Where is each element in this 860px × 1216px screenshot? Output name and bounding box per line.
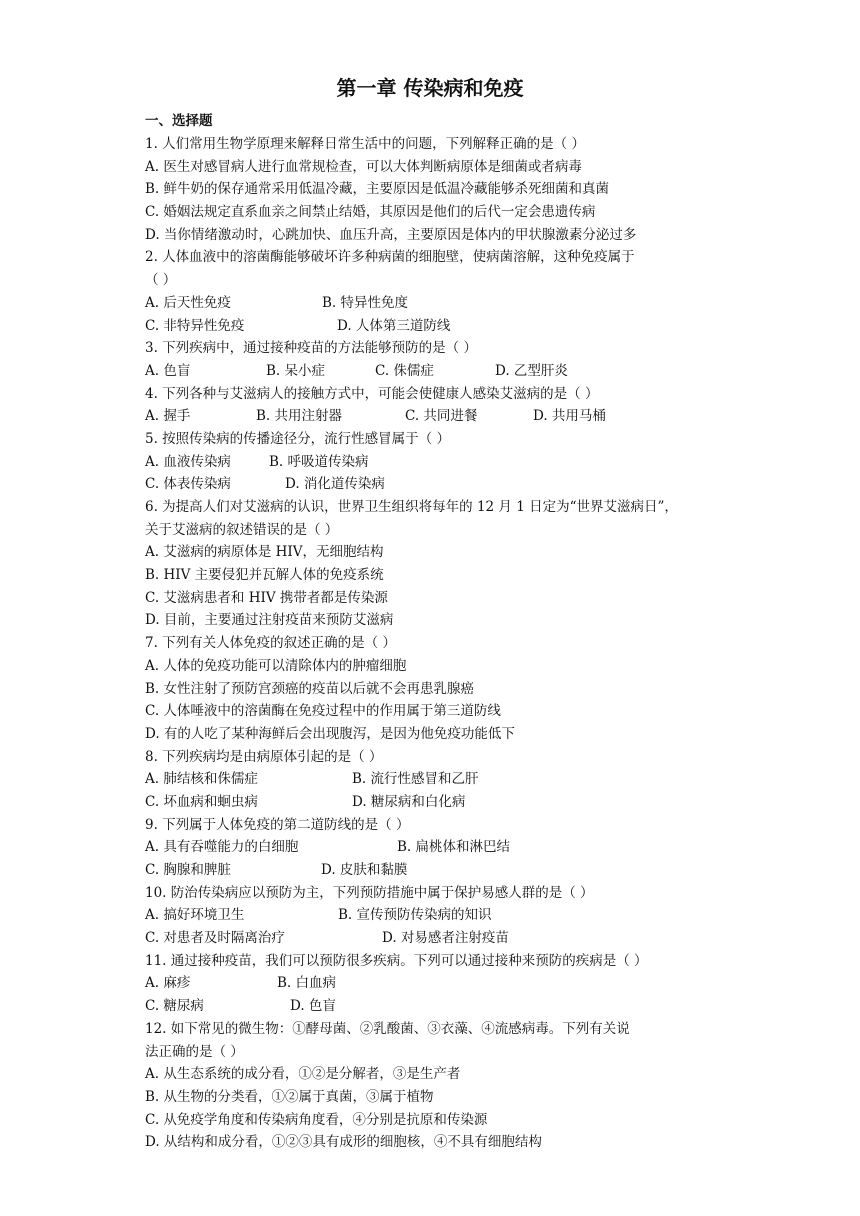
question-stem-continued: 关于艾滋病的叙述错误的是（ ） (145, 521, 339, 538)
question-stem: 10. 防治传染病应以预防为主，下列预防措施中属于保护易感人群的是（ ） (145, 884, 594, 901)
option-c: C. 非特异性免疫 (145, 317, 245, 334)
option-row (145, 927, 720, 950)
option-d: D. 皮肤和黏膜 (321, 862, 408, 878)
question-stem-continued: 法正确的是（ ） (145, 1043, 244, 1060)
option-row (145, 473, 720, 496)
option-b: B. 宣传预防传染病的知识 (338, 907, 492, 924)
option-c: C. 糖尿病 (145, 998, 204, 1015)
section-heading: 一、选择题 (145, 113, 213, 129)
page-title: 第一章 传染病和免疫 (336, 76, 524, 100)
option-d: D. 糖尿病和白化病 (352, 793, 466, 810)
option-a: A. 搞好环境卫生 (145, 907, 245, 924)
option-row (145, 315, 720, 338)
option-row (145, 360, 720, 383)
option-c: C. 艾滋病患者和 HIV 携带者都是传染源 (145, 589, 388, 606)
option-a: A. 人体的免疫功能可以清除体内的肿瘤细胞 (145, 657, 407, 674)
question-stem: 9. 下列属于人体免疫的第二道防线的是（ ） (145, 816, 410, 833)
option-a: A. 握手 (145, 408, 191, 425)
question-stem: 2. 人体血液中的溶菌酶能够破坏许多种病菌的细胞壁，使病菌溶解，这种免疫属于 (145, 249, 635, 266)
option-row (145, 791, 720, 814)
option-b: B. 共用注射器 (256, 408, 343, 425)
option-d: D. 有的人吃了某种海鲜后会出现腹泻，是因为他免疫功能低下 (145, 725, 515, 742)
option-row (145, 904, 720, 927)
option-b: B. 呆小症 (266, 362, 326, 379)
option-d: D. 共用马桶 (533, 408, 606, 425)
option-row (145, 995, 720, 1018)
option-a: A. 色盲 (145, 362, 191, 379)
option-b: B. 流行性感冒和乙肝 (352, 771, 479, 788)
question-stem: 5. 按照传染病的传播途径分，流行性感冒属于（ ） (145, 430, 450, 447)
option-a: A. 肺结核和侏儒症 (145, 771, 258, 788)
question-stem: 6. 为提高人们对艾滋病的认识，世界卫生组织将每年的 12 月 1 日定为“世界艾滋病日”， (145, 499, 678, 515)
option-row (145, 972, 720, 995)
option-a: A. 医生对感冒病人进行血常规检查，可以大体判断病原体是细菌或者病毒 (145, 158, 582, 175)
option-c: C. 从免疫学角度和传染病角度看，④分别是抗原和传染源 (145, 1111, 488, 1128)
option-d: D. 消化道传染病 (285, 476, 385, 493)
option-b: B. 女性注射了预防宫颈癌的疫苗以后就不会再患乳腺癌 (145, 680, 475, 697)
question-stem-continued: （ ） (145, 272, 177, 289)
option-c: C. 人体唾液中的溶菌酶在免疫过程中的作用属于第三道防线 (145, 703, 501, 720)
option-a: A. 麻疹 (145, 975, 191, 992)
option-c: C. 侏儒症 (375, 362, 434, 379)
option-a: A. 血液传染病 (145, 453, 231, 470)
option-b: B. 呼吸道传染病 (269, 453, 369, 470)
option-c: C. 对患者及时隔离治疗 (145, 930, 285, 947)
question-stem: 3. 下列疾病中，通过接种疫苗的方法能够预防的是（ ） (145, 340, 477, 357)
option-d: D. 从结构和成分看，①②③具有成形的细胞核，④不具有细胞结构 (145, 1134, 542, 1151)
option-row (145, 836, 720, 859)
question-stem: 7. 下列有关人体免疫的叙述正确的是（ ） (145, 635, 396, 652)
option-d: D. 人体第三道防线 (337, 317, 451, 334)
option-d: D. 色盲 (290, 998, 336, 1015)
option-c: C. 体表传染病 (145, 476, 231, 493)
question-stem: 8. 下列疾病均是由病原体引起的是（ ） (145, 748, 383, 765)
option-c: C. 共同进餐 (405, 408, 478, 425)
option-c: C. 胸腺和脾脏 (145, 862, 231, 878)
option-b: B. 扁桃体和淋巴结 (397, 839, 511, 856)
option-a: A. 具有吞噬能力的白细胞 (145, 839, 299, 856)
option-a: A. 后天性免疫 (145, 294, 231, 311)
option-row (145, 768, 720, 791)
option-b: B. 白血病 (277, 975, 337, 992)
question-stem: 1. 人们常用生物学原理来解释日常生活中的问题，下列解释正确的是（ ） (145, 136, 585, 152)
question-stem: 4. 下列各种与艾滋病人的接触方式中，可能会使健康人感染艾滋病的是（ ） (145, 385, 599, 402)
question-list (145, 133, 720, 1154)
option-b: B. 特异性免度 (322, 294, 409, 311)
option-d: D. 当你情绪激动时，心跳加快、血压升高，主要原因是体内的甲状腺激素分泌过多 (145, 226, 637, 243)
option-b: B. 从生物的分类看，①②属于真菌，③属于植物 (145, 1088, 434, 1105)
option-d: D. 目前，主要通过注射疫苗来预防艾滋病 (145, 612, 394, 629)
option-row (145, 859, 720, 882)
option-b: B. 鲜牛奶的保存通常采用低温冷藏，主要原因是低温冷藏能够杀死细菌和真菌 (145, 181, 610, 198)
option-a: A. 艾滋病的病原体是 HIV，无细胞结构 (145, 544, 384, 561)
option-row (145, 292, 720, 315)
option-row (145, 405, 720, 428)
question-stem: 11. 通过接种疫苗，我们可以预防很多疾病。下列可以通过接种来预防的疾病是（ ） (145, 952, 648, 969)
option-a: A. 从生态系统的成分看，①②是分解者，③是生产者 (145, 1066, 461, 1083)
option-d: D. 乙型肝炎 (495, 362, 568, 379)
option-c: C. 坏血病和蛔虫病 (145, 793, 258, 810)
option-b: B. HIV 主要侵犯并瓦解人体的免疫系统 (145, 567, 384, 584)
option-c: C. 婚姻法规定直系血亲之间禁止结婚，其原因是他们的后代一定会患遗传病 (145, 204, 596, 221)
option-d: D. 对易感者注射疫苗 (382, 930, 509, 947)
option-row (145, 451, 720, 474)
question-stem: 12. 如下常见的微生物：①酵母菌、②乳酸菌、③衣藻、④流感病毒。下列有关说 (145, 1020, 630, 1037)
